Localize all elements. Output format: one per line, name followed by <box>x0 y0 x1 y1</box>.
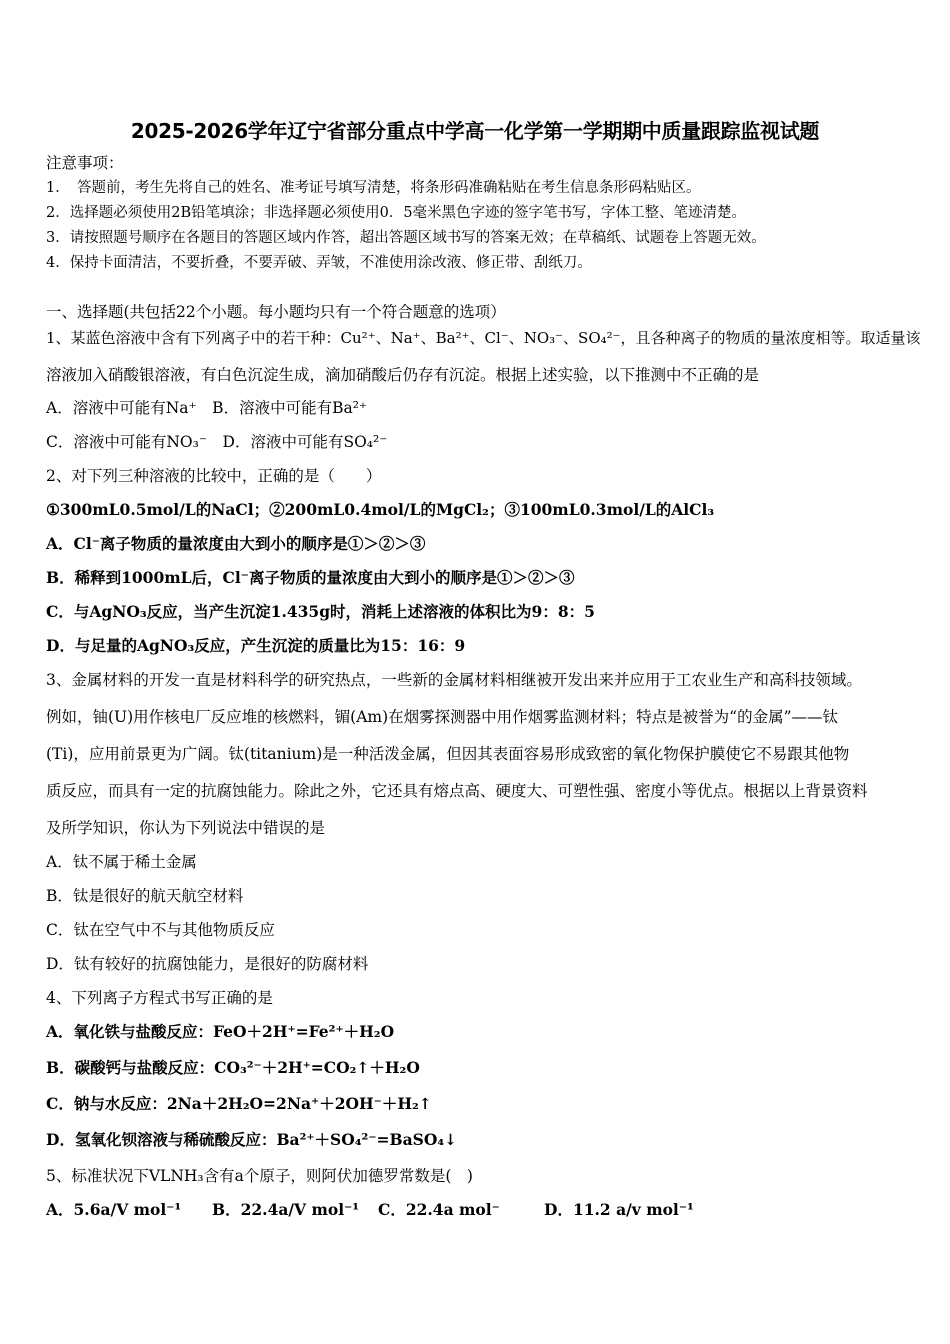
q4-option-a: A．氧化铁与盐酸反应：FeO＋2H⁺=Fe²⁺＋H₂O <box>46 1022 395 1041</box>
q3-stem-line2: 例如，铀(U)用作核电厂反应堆的核燃料，镅(Am)在烟雾探测器中用作烟雾监测材料；特点是被誉为“的金属”——钛 <box>46 708 838 726</box>
q3-option-a: A．钛不属于稀土金属 <box>46 853 197 871</box>
q4-option-c: C．钠与水反应：2Na＋2H₂O=2Na⁺＋2OH⁻＋H₂↑ <box>46 1094 432 1113</box>
q2-option-a: A．Cl⁻离子物质的量浓度由大到小的顺序是①＞②＞③ <box>46 534 426 553</box>
notice-item-2: 2．选择题必须使用2B铅笔填涂；非选择题必须使用0．5毫米黑色字迹的签字笔书写，字体工整、笔迹清楚。 <box>46 205 747 221</box>
q3-option-d: D．钛有较好的抗腐蚀能力，是很好的防腐材料 <box>46 955 369 973</box>
q3-stem-line4: 质反应，而具有一定的抗腐蚀能力。除此之外，它还具有熔点高、硬度大、可塑性强、密度小等优点。根据以上背景资料 <box>46 782 868 800</box>
q4-stem: 4、下列离子方程式书写正确的是 <box>46 989 273 1007</box>
q1-stem-line2: 溶液加入硝酸银溶液，有白色沉淀生成，滴加硝酸后仍存有沉淀。根据上述实验，以下推测中不正确的是 <box>46 366 760 384</box>
q1-options-ab: A．溶液中可能有Na⁺ B．溶液中可能有Ba²⁺ <box>46 399 368 417</box>
q2-option-b: B．稀释到1000mL后，Cl⁻离子物质的量浓度由大到小的顺序是①＞②＞③ <box>46 568 575 587</box>
notice-heading: 注意事项： <box>46 154 124 172</box>
q2-given: ①300mL0.5mol/L的NaCl；②200mL0.4mol/L的MgCl₂；③100mL0.3mol/L的AlCl₃ <box>46 500 715 519</box>
q2-option-c: C．与AgNO₃反应，当产生沉淀1.435g时，消耗上述溶液的体积比为9：8：5 <box>46 602 595 621</box>
q3-stem-line5: 及所学知识，你认为下列说法中错误的是 <box>46 819 326 837</box>
q4-option-b: B．碳酸钙与盐酸反应：CO₃²⁻＋2H⁺=CO₂↑＋H₂O <box>46 1058 420 1077</box>
q1-options-cd: C．溶液中可能有NO₃⁻ D．溶液中可能有SO₄²⁻ <box>46 433 388 451</box>
notice-item-4: 4．保持卡面清洁，不要折叠，不要弄破、弄皱，不准使用涂改液、修正带、刮纸刀。 <box>46 255 592 271</box>
q3-option-c: C．钛在空气中不与其他物质反应 <box>46 921 275 939</box>
notice-item-1: 1． 答题前，考生先将自己的姓名、准考证号填写清楚，将条形码准确粘贴在考生信息条形码粘贴区。 <box>46 180 701 196</box>
q5-stem: 5、标准状况下VLNH₃含有a个原子，则阿伏加德罗常数是( ) <box>46 1167 473 1185</box>
q3-stem-line3: (Ti)，应用前景更为广阔。钛(titanium)是一种活泼金属，但因其表面容易形成致密的氧化物保护膜使它不易跟其他物 <box>46 745 850 763</box>
q3-option-b: B．钛是很好的航天航空材料 <box>46 887 244 905</box>
q5-option-b: B．22.4a/V mol⁻¹ <box>212 1200 360 1219</box>
q5-option-a: A．5.6a/V mol⁻¹ <box>46 1200 182 1219</box>
q1-stem-line1: 1、某蓝色溶液中含有下列离子中的若干种：Cu²⁺、Na⁺、Ba²⁺、Cl⁻、NO₃⁻、SO₄²⁻，且各种离子的物质的量浓度相等。取适量该 <box>46 329 921 347</box>
q2-stem: 2、对下列三种溶液的比较中，正确的是（ ） <box>46 467 382 485</box>
q3-stem-line1: 3、金属材料的开发一直是材料科学的研究热点，一些新的金属材料相继被开发出来并应用于工农业生产和高科技领域。 <box>46 671 862 689</box>
section-heading: 一、选择题(共包括22个小题。每小题均只有一个符合题意的选项） <box>46 303 506 321</box>
q5-option-c: C．22.4a mol⁻ <box>378 1200 500 1219</box>
q4-option-d: D．氢氧化钡溶液与稀硫酸反应：Ba²⁺＋SO₄²⁻=BaSO₄↓ <box>46 1130 458 1149</box>
page-title: 2025-2026学年辽宁省部分重点中学高一化学第一学期期中质量跟踪监视试题 <box>130 119 820 143</box>
q5-option-d: D．11.2 a/v mol⁻¹ <box>544 1200 694 1219</box>
q2-option-d: D．与足量的AgNO₃反应，产生沉淀的质量比为15：16：9 <box>46 636 466 655</box>
notice-item-3: 3．请按照题号顺序在各题目的答题区域内作答，超出答题区域书写的答案无效；在草稿纸、试题卷上答题无效。 <box>46 230 766 246</box>
